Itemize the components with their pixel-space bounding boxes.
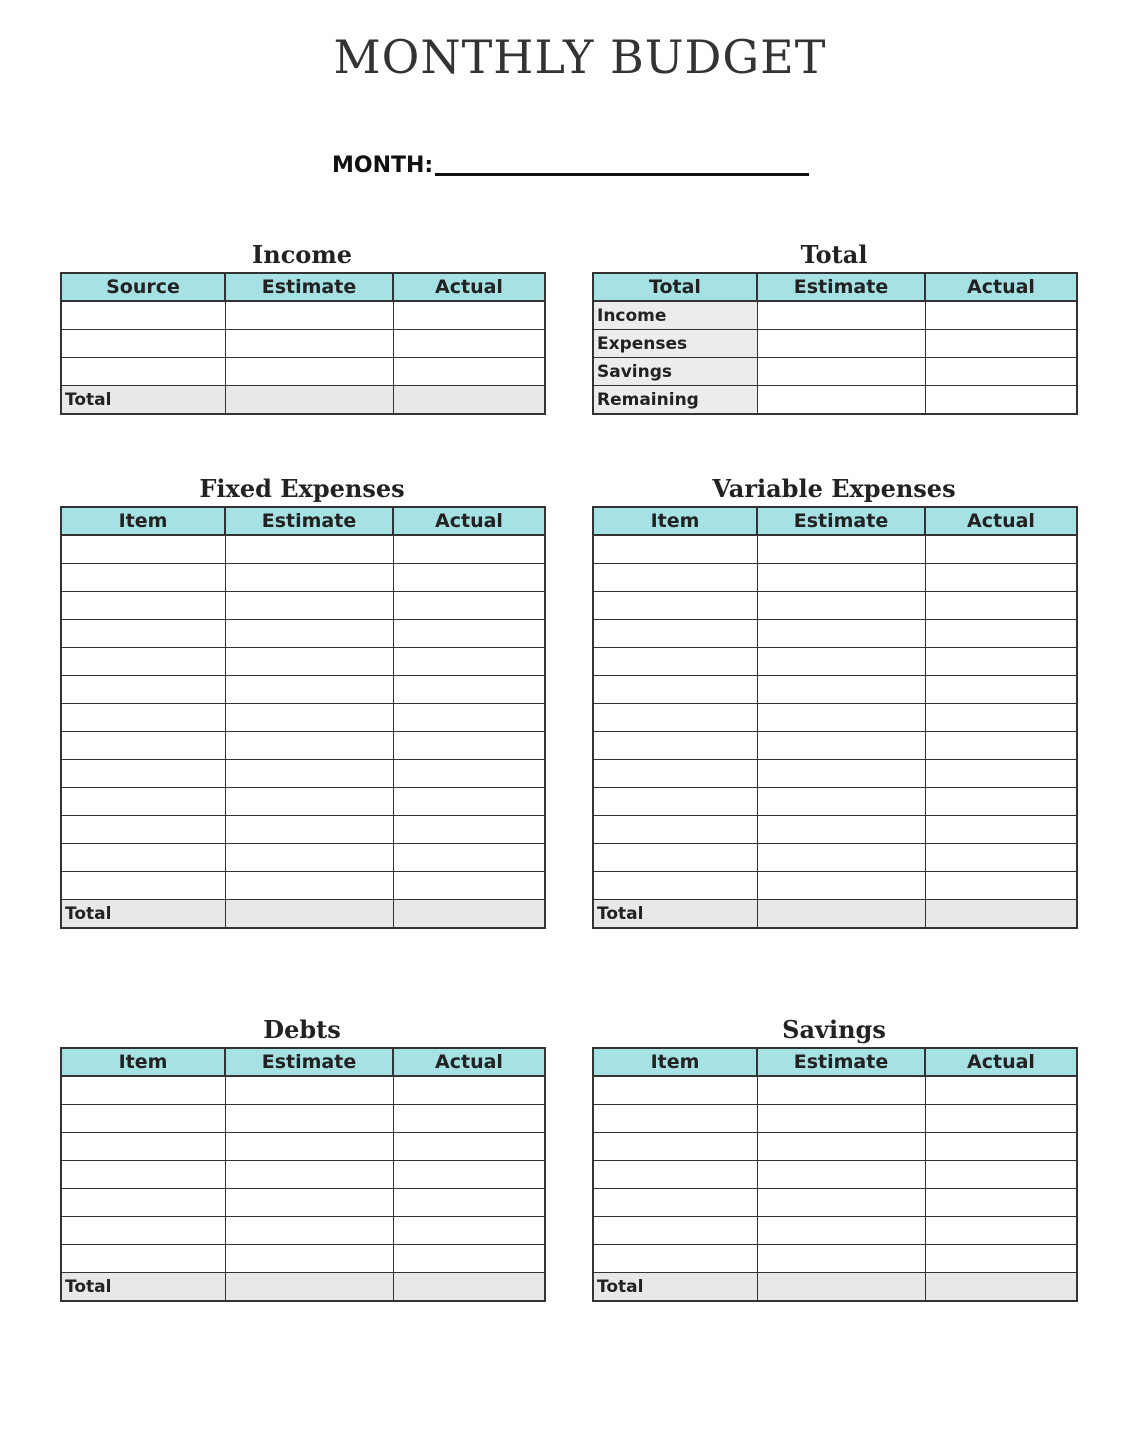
table-row [61, 1076, 545, 1105]
cell[interactable] [225, 760, 393, 788]
cell[interactable] [225, 535, 393, 564]
cell[interactable] [225, 1105, 393, 1133]
cell[interactable] [393, 872, 545, 900]
summary-section [592, 238, 1076, 415]
table-row [593, 1189, 1077, 1217]
cell[interactable] [757, 1217, 925, 1245]
table-row [593, 358, 1077, 386]
table-row [593, 1076, 1077, 1105]
cell[interactable] [393, 386, 545, 415]
cell[interactable] [393, 704, 545, 732]
cell[interactable] [757, 564, 925, 592]
cell[interactable] [61, 732, 225, 760]
cell[interactable] [393, 648, 545, 676]
cell[interactable] [757, 1189, 925, 1217]
cell[interactable] [61, 620, 225, 648]
cell[interactable] [593, 1105, 757, 1133]
cell[interactable] [393, 535, 545, 564]
table-row [61, 844, 545, 872]
month-input-line[interactable] [435, 173, 809, 176]
table-row [61, 648, 545, 676]
table-row [593, 844, 1077, 872]
cell[interactable] [593, 1133, 757, 1161]
column-header: Actual [925, 273, 1077, 301]
cell[interactable] [593, 1076, 757, 1105]
cell[interactable] [61, 1189, 225, 1217]
column-header: Estimate [757, 507, 925, 535]
cell[interactable] [925, 535, 1077, 564]
total-row [61, 386, 545, 415]
cell[interactable] [61, 1245, 225, 1273]
table-row [61, 816, 545, 844]
cell[interactable] [61, 704, 225, 732]
table-row [593, 704, 1077, 732]
cell[interactable] [757, 1133, 925, 1161]
page-title: MONTHLY BUDGET [333, 30, 827, 84]
column-header: Actual [393, 507, 545, 535]
variable-expenses-table [592, 506, 1078, 929]
cell[interactable] [393, 816, 545, 844]
cell[interactable] [925, 1133, 1077, 1161]
cell[interactable] [61, 816, 225, 844]
cell[interactable] [925, 676, 1077, 704]
cell[interactable] [757, 301, 925, 330]
cell[interactable] [225, 1273, 393, 1302]
cell[interactable] [925, 816, 1077, 844]
table-row [61, 620, 545, 648]
cell[interactable] [593, 1217, 757, 1245]
table-row [593, 732, 1077, 760]
column-header: Estimate [225, 273, 393, 301]
cell[interactable] [225, 872, 393, 900]
cell[interactable] [593, 704, 757, 732]
total-row [61, 1273, 545, 1302]
cell[interactable] [225, 620, 393, 648]
total-label: Total [61, 900, 225, 929]
cell[interactable] [393, 1133, 545, 1161]
cell[interactable] [757, 1105, 925, 1133]
table-row [593, 788, 1077, 816]
table-row [593, 620, 1077, 648]
table-row [593, 1217, 1077, 1245]
total-label: Total [61, 1273, 225, 1302]
cell[interactable] [61, 1105, 225, 1133]
cell[interactable] [757, 760, 925, 788]
table-row [593, 386, 1077, 415]
cell[interactable] [393, 844, 545, 872]
cell[interactable] [757, 676, 925, 704]
cell[interactable] [225, 592, 393, 620]
cell[interactable] [925, 788, 1077, 816]
income-section [60, 238, 544, 415]
cell[interactable] [925, 900, 1077, 929]
table-row [593, 564, 1077, 592]
table-row [61, 704, 545, 732]
cell[interactable] [225, 1161, 393, 1189]
cell[interactable] [225, 1189, 393, 1217]
cell[interactable] [393, 330, 545, 358]
cell[interactable] [757, 386, 925, 415]
cell[interactable] [61, 564, 225, 592]
cell[interactable] [593, 592, 757, 620]
fixed-expenses-section [60, 472, 544, 929]
cell[interactable] [225, 648, 393, 676]
cell[interactable] [225, 1133, 393, 1161]
cell[interactable] [225, 1245, 393, 1273]
savings-title: Savings [782, 1015, 886, 1044]
total-label: Total [593, 900, 757, 929]
fixed-expenses-table [60, 506, 546, 929]
savings-section [592, 1013, 1076, 1302]
table-row [61, 535, 545, 564]
table-header-row [593, 507, 1077, 535]
cell[interactable] [61, 1133, 225, 1161]
savings-table [592, 1047, 1078, 1302]
cell[interactable] [593, 676, 757, 704]
table-header-row [593, 1048, 1077, 1076]
cell[interactable] [593, 535, 757, 564]
table-row [61, 592, 545, 620]
cell[interactable] [593, 620, 757, 648]
table-row [593, 1133, 1077, 1161]
cell[interactable] [593, 1161, 757, 1189]
cell[interactable] [593, 788, 757, 816]
table-row [61, 330, 545, 358]
table-header-row [61, 273, 545, 301]
cell[interactable] [925, 330, 1077, 358]
cell[interactable] [757, 1273, 925, 1302]
row-label: Remaining [593, 386, 757, 415]
debts-section [60, 1013, 544, 1302]
table-row [593, 676, 1077, 704]
cell[interactable] [61, 330, 225, 358]
cell[interactable] [593, 564, 757, 592]
cell[interactable] [925, 1245, 1077, 1273]
income-table [60, 272, 546, 415]
column-header: Item [593, 507, 757, 535]
cell[interactable] [61, 648, 225, 676]
table-row [593, 816, 1077, 844]
cell[interactable] [925, 620, 1077, 648]
cell[interactable] [61, 788, 225, 816]
table-row [61, 1105, 545, 1133]
cell[interactable] [225, 816, 393, 844]
cell[interactable] [757, 648, 925, 676]
table-row [593, 535, 1077, 564]
total-label: Total [593, 1273, 757, 1302]
table-header-row [61, 1048, 545, 1076]
column-header: Estimate [225, 507, 393, 535]
cell[interactable] [925, 844, 1077, 872]
cell[interactable] [757, 900, 925, 929]
cell[interactable] [61, 1217, 225, 1245]
cell[interactable] [393, 1076, 545, 1105]
cell[interactable] [225, 358, 393, 386]
cell[interactable] [393, 900, 545, 929]
table-row [593, 301, 1077, 330]
cell[interactable] [925, 1273, 1077, 1302]
cell[interactable] [925, 1217, 1077, 1245]
cell[interactable] [925, 732, 1077, 760]
table-row [61, 732, 545, 760]
table-row [593, 1105, 1077, 1133]
cell[interactable] [593, 732, 757, 760]
cell[interactable] [61, 844, 225, 872]
table-header-row [61, 507, 545, 535]
cell[interactable] [393, 1189, 545, 1217]
cell[interactable] [393, 1105, 545, 1133]
variable-expenses-title: Variable Expenses [712, 474, 956, 503]
table-row [593, 592, 1077, 620]
table-row [593, 330, 1077, 358]
cell[interactable] [225, 732, 393, 760]
cell[interactable] [393, 301, 545, 330]
cell[interactable] [593, 1245, 757, 1273]
table-row [61, 676, 545, 704]
table-row [593, 648, 1077, 676]
cell[interactable] [61, 358, 225, 386]
cell[interactable] [61, 301, 225, 330]
cell[interactable] [393, 788, 545, 816]
column-header: Item [61, 1048, 225, 1076]
cell[interactable] [61, 760, 225, 788]
cell[interactable] [593, 872, 757, 900]
table-row [61, 1245, 545, 1273]
cell[interactable] [925, 564, 1077, 592]
column-header: Actual [925, 1048, 1077, 1076]
cell[interactable] [593, 844, 757, 872]
cell[interactable] [393, 1161, 545, 1189]
column-header: Actual [393, 1048, 545, 1076]
table-row [61, 1161, 545, 1189]
cell[interactable] [61, 1076, 225, 1105]
cell[interactable] [925, 358, 1077, 386]
cell[interactable] [61, 872, 225, 900]
cell[interactable] [225, 704, 393, 732]
total-row [61, 900, 545, 929]
cell[interactable] [757, 1076, 925, 1105]
cell[interactable] [757, 620, 925, 648]
row-label: Savings [593, 358, 757, 386]
table-row [593, 1161, 1077, 1189]
cell[interactable] [757, 704, 925, 732]
cell[interactable] [757, 330, 925, 358]
column-header: Estimate [757, 1048, 925, 1076]
cell[interactable] [925, 301, 1077, 330]
cell[interactable] [225, 1076, 393, 1105]
cell[interactable] [757, 788, 925, 816]
cell[interactable] [925, 1076, 1077, 1105]
income-title: Income [252, 240, 352, 269]
cell[interactable] [61, 535, 225, 564]
cell[interactable] [925, 1161, 1077, 1189]
cell[interactable] [225, 301, 393, 330]
cell[interactable] [593, 1189, 757, 1217]
cell[interactable] [393, 1217, 545, 1245]
table-row [593, 872, 1077, 900]
total-row [593, 1273, 1077, 1302]
total-row [593, 900, 1077, 929]
column-header: Estimate [225, 1048, 393, 1076]
row-label: Expenses [593, 330, 757, 358]
cell[interactable] [393, 564, 545, 592]
cell[interactable] [393, 676, 545, 704]
cell[interactable] [757, 592, 925, 620]
cell[interactable] [593, 760, 757, 788]
cell[interactable] [757, 872, 925, 900]
cell[interactable] [225, 676, 393, 704]
summary-title: Total [800, 240, 868, 269]
table-row [61, 358, 545, 386]
cell[interactable] [757, 816, 925, 844]
cell[interactable] [757, 1161, 925, 1189]
total-label: Total [61, 386, 225, 415]
cell[interactable] [393, 760, 545, 788]
cell[interactable] [757, 358, 925, 386]
cell[interactable] [225, 386, 393, 415]
debts-title: Debts [263, 1015, 341, 1044]
cell[interactable] [925, 872, 1077, 900]
cell[interactable] [393, 732, 545, 760]
cell[interactable] [925, 1189, 1077, 1217]
cell[interactable] [393, 620, 545, 648]
cell[interactable] [61, 592, 225, 620]
cell[interactable] [225, 844, 393, 872]
column-header: Item [593, 1048, 757, 1076]
cell[interactable] [61, 676, 225, 704]
column-header: Total [593, 273, 757, 301]
column-header: Actual [393, 273, 545, 301]
table-row [61, 301, 545, 330]
table-row [61, 1133, 545, 1161]
month-field [332, 148, 809, 180]
column-header: Estimate [757, 273, 925, 301]
cell[interactable] [225, 564, 393, 592]
column-header: Source [61, 273, 225, 301]
column-header: Actual [925, 507, 1077, 535]
month-label: MONTH: [332, 153, 434, 178]
table-row [61, 1189, 545, 1217]
column-header: Item [61, 507, 225, 535]
cell[interactable] [61, 1161, 225, 1189]
cell[interactable] [225, 1217, 393, 1245]
cell[interactable] [925, 1105, 1077, 1133]
table-row [61, 760, 545, 788]
table-row [61, 564, 545, 592]
cell[interactable] [593, 648, 757, 676]
summary-table [592, 272, 1078, 415]
cell[interactable] [757, 732, 925, 760]
cell[interactable] [925, 386, 1077, 415]
row-label: Income [593, 301, 757, 330]
cell[interactable] [225, 330, 393, 358]
cell[interactable] [925, 648, 1077, 676]
cell[interactable] [393, 592, 545, 620]
cell[interactable] [757, 844, 925, 872]
table-row [61, 788, 545, 816]
cell[interactable] [393, 1245, 545, 1273]
table-row [593, 760, 1077, 788]
cell[interactable] [225, 788, 393, 816]
cell[interactable] [925, 760, 1077, 788]
table-row [61, 1217, 545, 1245]
table-row [593, 1245, 1077, 1273]
cell[interactable] [757, 1245, 925, 1273]
cell[interactable] [393, 1273, 545, 1302]
cell[interactable] [757, 535, 925, 564]
cell[interactable] [593, 816, 757, 844]
debts-table [60, 1047, 546, 1302]
table-header-row [593, 273, 1077, 301]
cell[interactable] [925, 704, 1077, 732]
cell[interactable] [925, 592, 1077, 620]
table-row [61, 872, 545, 900]
variable-expenses-section [592, 472, 1076, 929]
cell[interactable] [393, 358, 545, 386]
cell[interactable] [225, 900, 393, 929]
fixed-expenses-title: Fixed Expenses [199, 474, 405, 503]
